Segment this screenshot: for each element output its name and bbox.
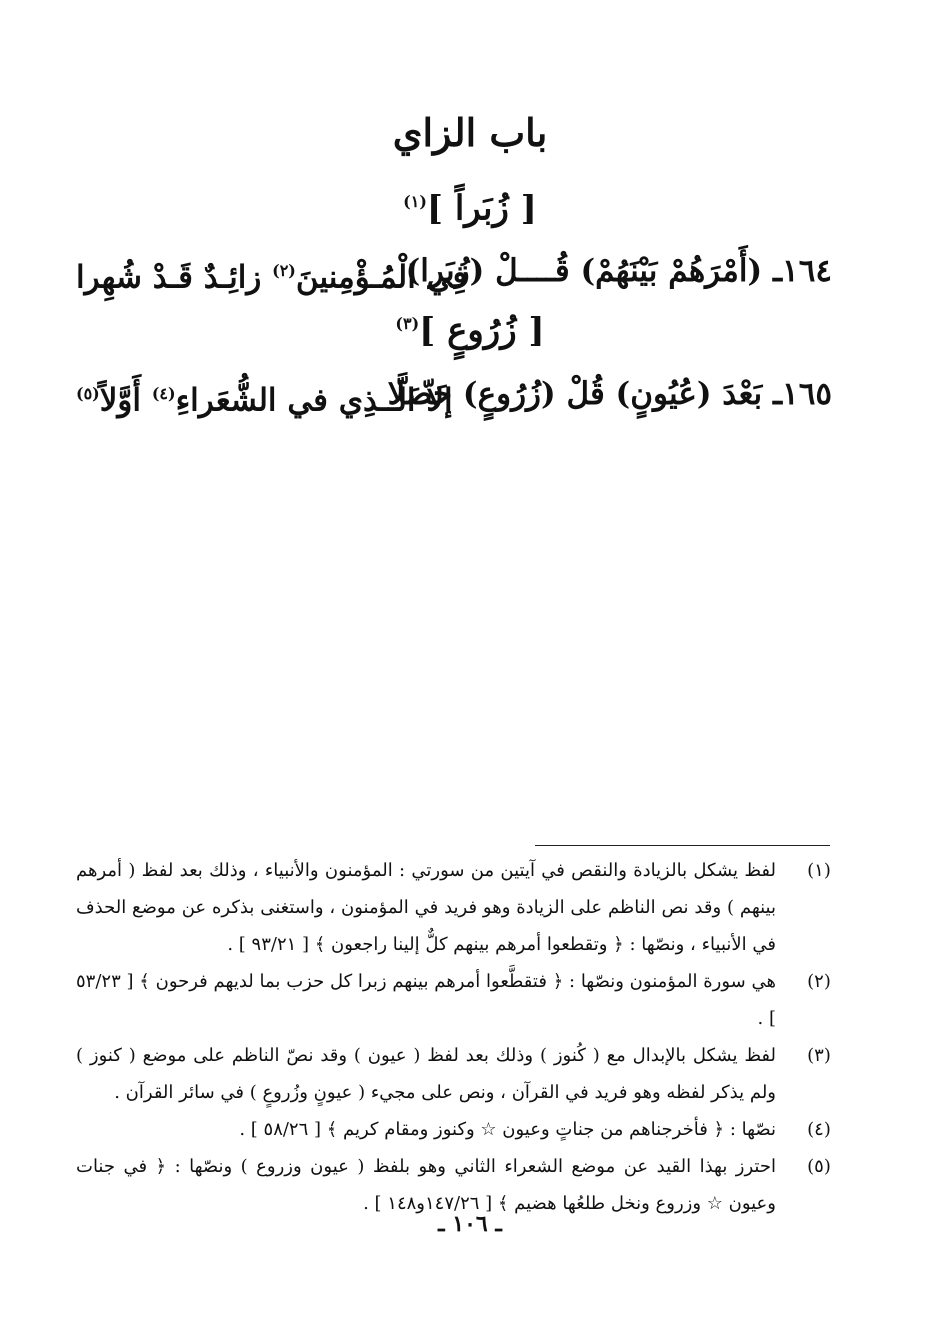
footnote-text: هي سورة المؤمنون ونصّها : ﴿ فتقطَّعوا أمرهم بينهم زبرا كل حزب بما لديهم فرحون ﴾ [ ٥٣/٢٣ ] .	[76, 971, 776, 1029]
verse-first-hemistich: ١٦٥ـ بَعْدَ (عُيُونٍ) قُلْ (زُرُوعٍ) حَصَلا	[387, 376, 832, 412]
hemistich-text: إلاّ الَّــذِي في الشُّعَراءِ	[175, 382, 453, 419]
hemistich-text: فِي الْمُـؤْمِنينَ	[295, 259, 468, 296]
verse-165	[76, 366, 832, 422]
footnote-number: (٤)	[807, 1119, 831, 1140]
verse-second-hemistich	[76, 243, 467, 305]
heading-word: [ زُرُوعٍ ]	[419, 310, 545, 351]
footnote-ref: (٤)	[151, 384, 176, 403]
footnote-number: (٢)	[807, 971, 831, 992]
footnote-text: لفظ يشكل بالزيادة والنقص في آيتين من سورتي : المؤمنون والأنبياء ، وذلك بعد لفظ ( أمرهم بينهم ) وقد نص الناظم على الزيادة وهو فريد في المؤمنون ، واستغنى بذكره عن موضع الحذف في الأنبياء ، ونصّها : ﴿ وتقطعوا أمرهم بينهم كلٌّ إلينا راجعون ﴾ [ ٩٣/٢١ ] .	[76, 860, 776, 955]
page-number: ـ ١٠٦ ـ	[438, 1211, 502, 1237]
footnote-number: (١)	[807, 860, 831, 881]
footnote-3	[76, 1037, 836, 1111]
footnote-text: نصّها : ﴿ فأخرجناهم من جناتٍ وعيون ☆ وكنوز ومقام كريم ﴾ [ ٥٨/٢٦ ] .	[239, 1119, 776, 1140]
footnote-separator	[535, 845, 830, 846]
footnote-ref: (١)	[403, 192, 427, 211]
footnote-number: (٥)	[807, 1156, 831, 1177]
heading-word: [ زُبَراً ]	[426, 188, 537, 229]
footnote-text: احترز بهذا القيد عن موضع الشعراء الثاني وهو بلفظ ( عيون وزروع ) ونصّها : ﴿ في جنات وعيون ☆ وزروع ونخل طلعُها هضيم ﴾ [ ١٤٧/٢٦و١٤٨ ] .	[76, 1156, 776, 1214]
footnote-text: لفظ يشكل بالإبدال مع ( كُنوز ) وذلك بعد لفظ ( عيون ) وقد نصّ الناظم على موضع ( كنوز ) ولم يذكر لفظه وهو فريد في القرآن ، ونص على مجيء ( عيونٍ وزُروعٍ ) في سائر القرآن .	[76, 1045, 776, 1103]
footnote-4	[76, 1111, 836, 1148]
verse-first-hemistich: ١٦٤ـ (أَمْرَهُمْ بَيْنَهُمْ) قُــــلْ (زُبَرا)	[405, 253, 832, 289]
entry-heading-zuruuin	[0, 302, 940, 352]
verse-second-hemistich	[76, 366, 453, 428]
hemistich-text: أَوَّلاً	[99, 382, 152, 419]
footnote-number: (٣)	[807, 1045, 831, 1066]
verse-164	[76, 243, 832, 299]
footnote-ref: (٢)	[272, 261, 296, 280]
footnotes	[76, 852, 836, 1222]
chapter-title: باب الزاي	[392, 110, 548, 155]
footnote-1	[76, 852, 836, 963]
entry-heading-zubaran	[0, 180, 940, 230]
footnote-2	[76, 963, 836, 1037]
footnote-ref: (٣)	[395, 314, 420, 333]
footnote-ref: (٥)	[76, 384, 100, 403]
hemistich-text: زائِـدٌ قَـدْ شُهِرا	[76, 259, 273, 296]
